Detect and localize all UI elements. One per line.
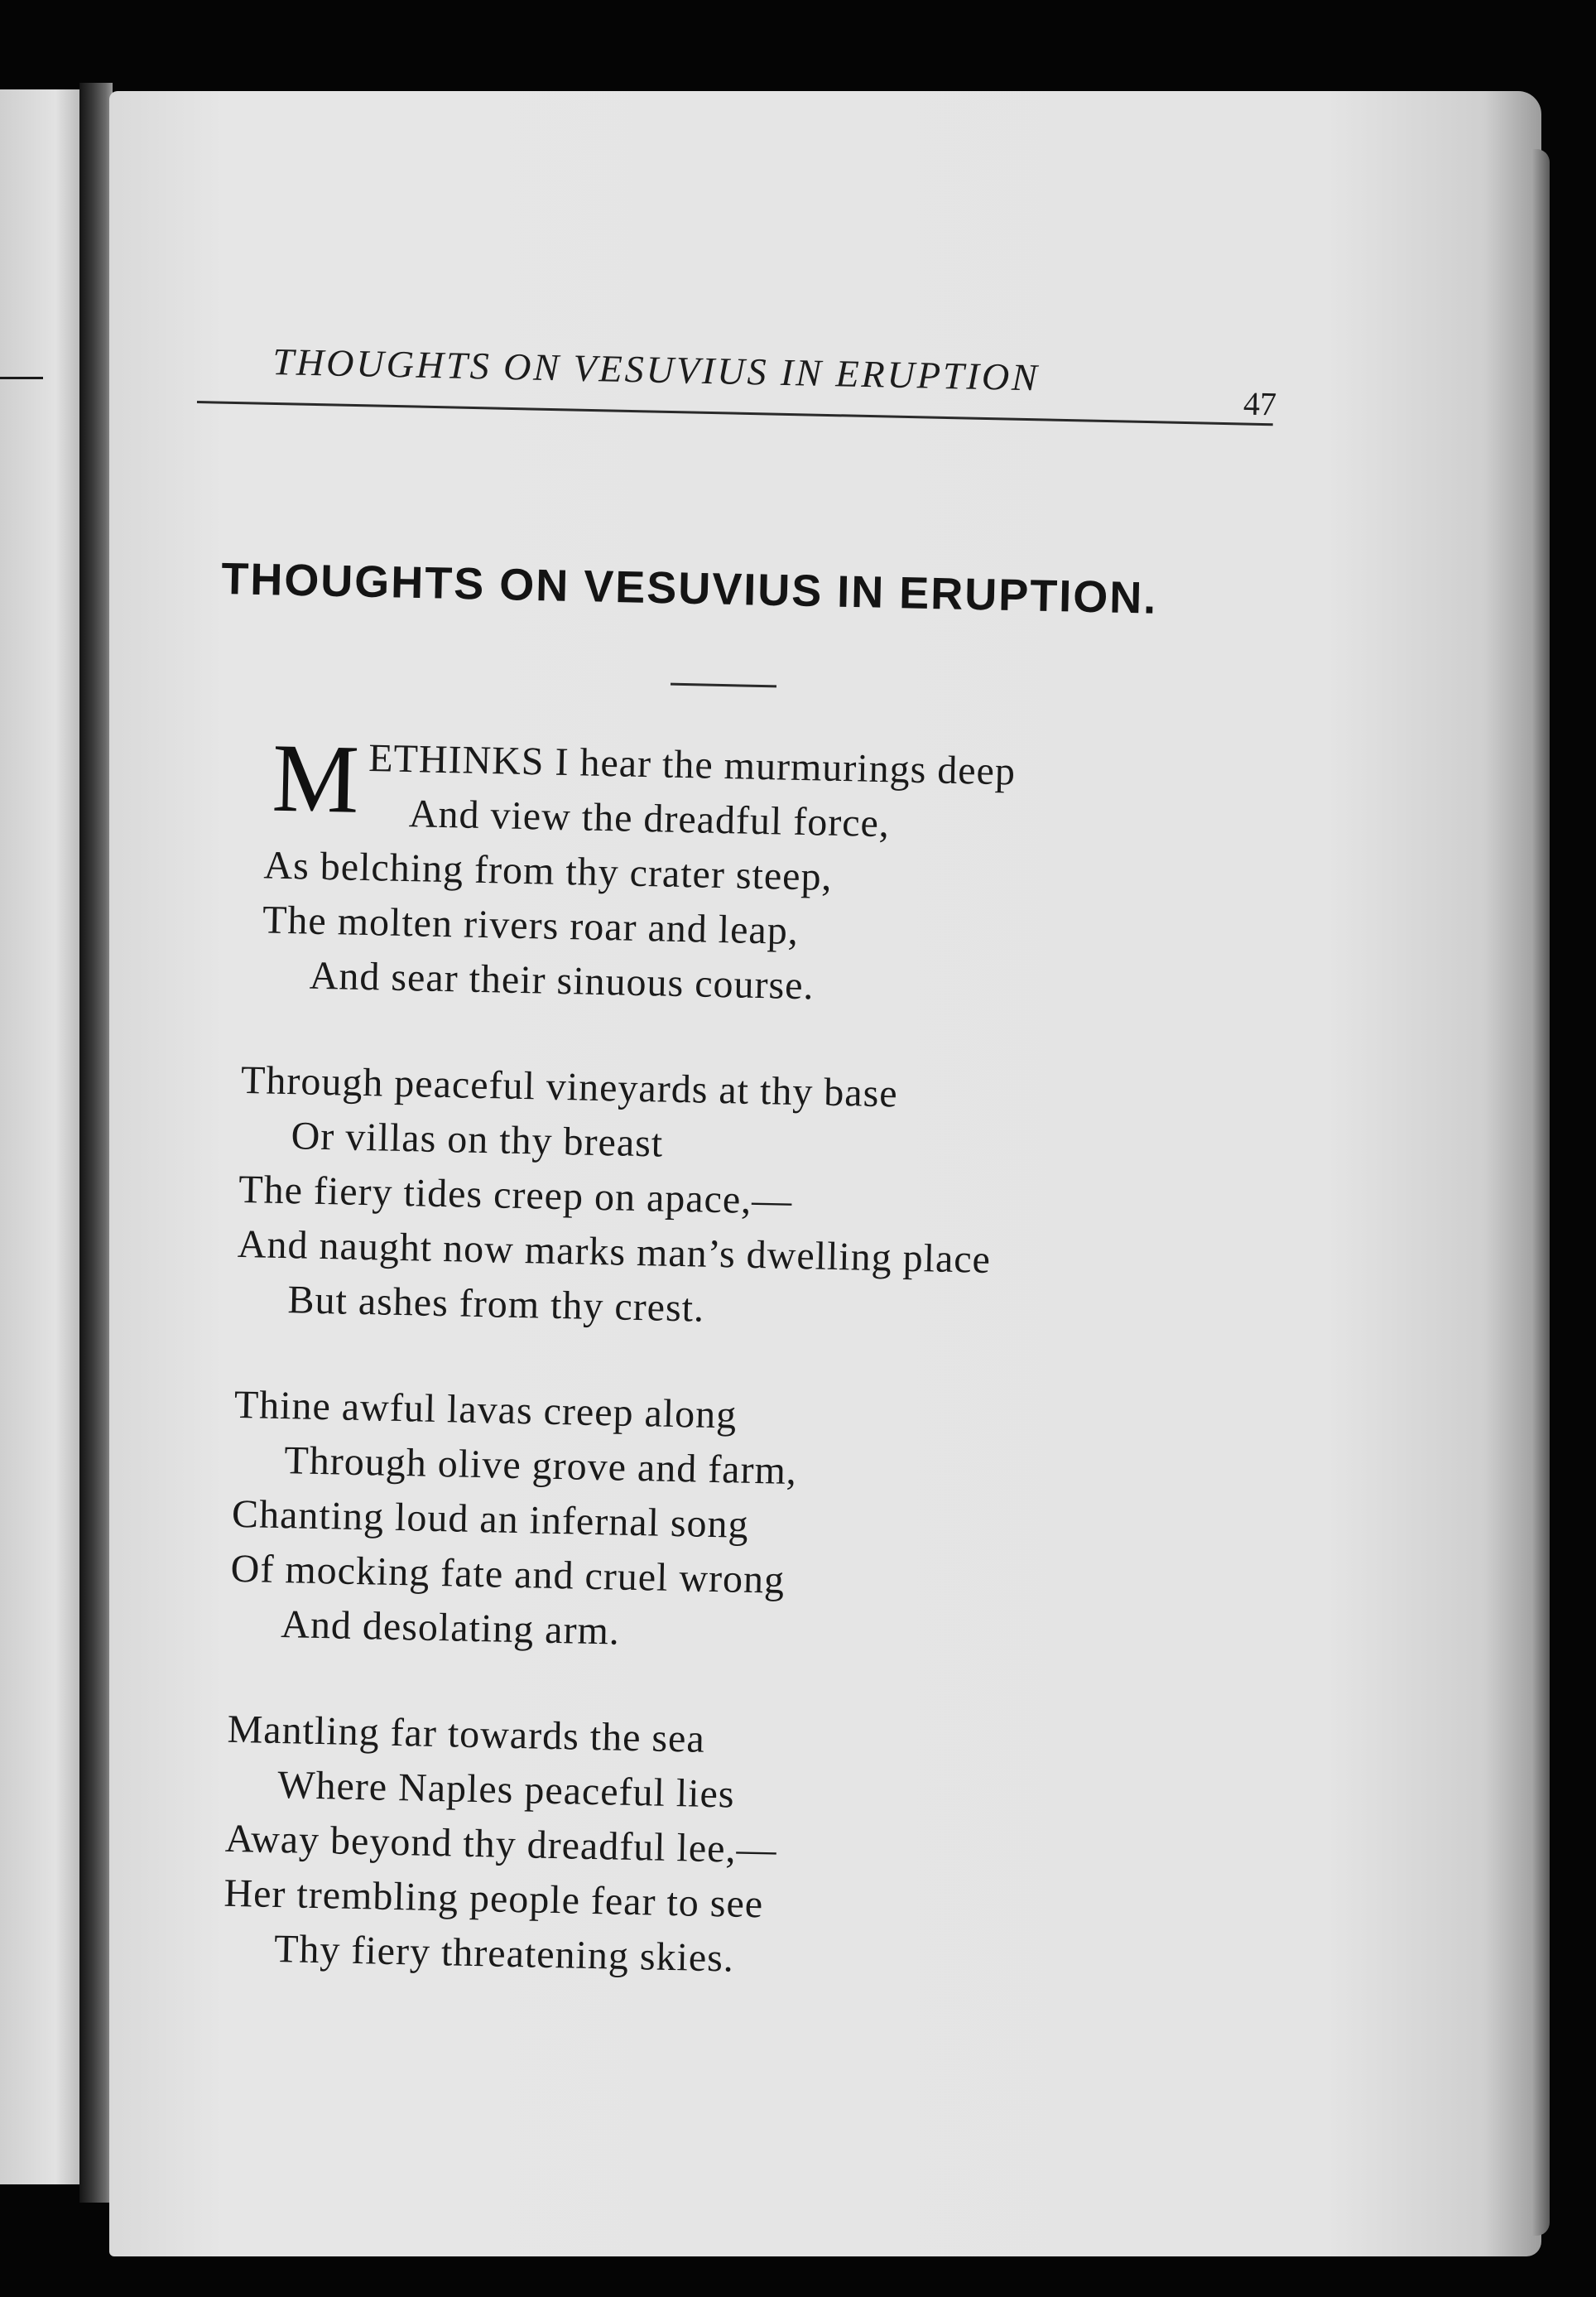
poem-line: Thy fiery threatening skies.	[273, 1926, 735, 1981]
poem-line: Or villas on thy breast	[291, 1114, 664, 1166]
poem-line: The molten rivers roar and leap,	[262, 898, 800, 953]
poem-line: Of mocking fate and cruel wrong	[230, 1546, 786, 1602]
stanza-4	[222, 1702, 1304, 1998]
poem-line: And naught now marks man’s dwelling place	[237, 1221, 992, 1282]
book-gutter	[79, 83, 113, 2203]
opening-lines	[246, 723, 1324, 860]
stanza-2	[236, 1053, 1318, 1349]
stanza-1	[243, 723, 1324, 1024]
poem-body	[221, 723, 1324, 2049]
facing-page-edge	[0, 89, 79, 2184]
poem-line: Thine awful lavas creep along	[233, 1382, 738, 1437]
poem-line: Away beyond thy dreadful lee,—	[224, 1816, 778, 1872]
drop-cap: M	[271, 723, 362, 834]
facing-page-rule	[0, 377, 43, 379]
poem-line: But ashes from thy crest.	[287, 1278, 705, 1331]
poem-line: Chanting loud an infernal song	[231, 1491, 750, 1547]
poem-title: THOUGHTS ON VESUVIUS IN ERUPTION.	[220, 553, 1158, 624]
poem-line: The fiery tides creep on apace,—	[238, 1167, 793, 1223]
page-number: 47	[1243, 384, 1277, 423]
page-edge-shadow	[1531, 149, 1550, 2236]
poem-line: Through olive grove and farm,	[283, 1438, 798, 1494]
poem-line: And view the dreadful force,	[408, 792, 891, 846]
poem-line: Where Naples peaceful lies	[276, 1763, 736, 1817]
poem-line: As belching from thy crater steep,	[262, 843, 834, 899]
poem-line: ETHINKS I hear the murmurings deep	[368, 736, 1017, 794]
poem-line: Mantling far towards the sea	[227, 1707, 706, 1761]
poem-line: Through peaceful vineyards at thy base	[240, 1057, 899, 1116]
poem-line: And desolating arm.	[280, 1602, 621, 1654]
poem-line: And sear their sinuous course.	[309, 953, 815, 1009]
stanza-3	[229, 1378, 1311, 1673]
running-head-title: THOUGHTS ON VESUVIUS IN ERUPTION	[272, 339, 1041, 399]
poem-line: Her trembling people fear to see	[223, 1871, 764, 1927]
